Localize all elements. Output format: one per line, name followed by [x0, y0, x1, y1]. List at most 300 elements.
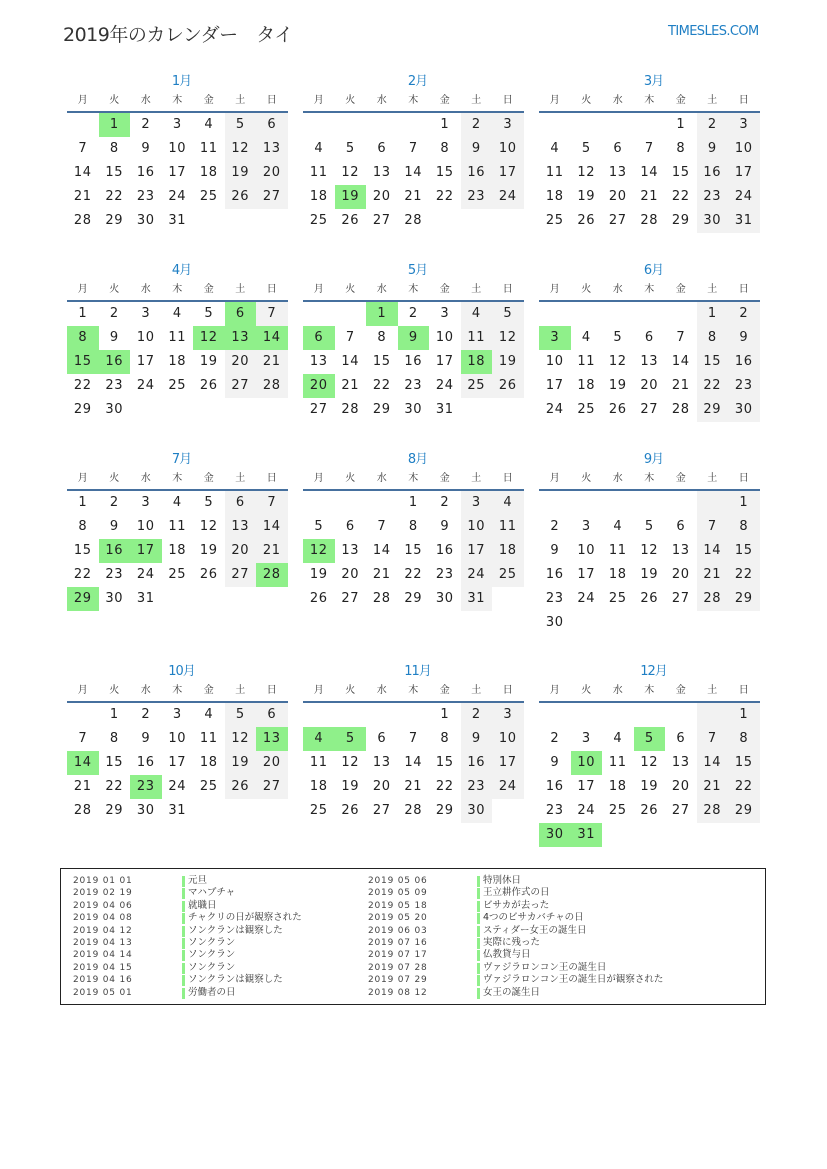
holiday-marker [477, 950, 480, 961]
holiday-date: 2019 05 09 [368, 888, 428, 899]
day-cell: 16 [545, 779, 564, 794]
weekday-header: 日 [492, 681, 524, 703]
day-cell: 6 [676, 519, 686, 534]
day-cell: 7 [408, 141, 418, 156]
day-cell: 22 [404, 567, 423, 582]
day-cell: 25 [577, 402, 596, 417]
day-cell: 4 [204, 707, 214, 722]
day-cell: 8 [377, 330, 387, 345]
weekday-header: 月 [303, 280, 335, 302]
empty-cell [539, 703, 571, 727]
holiday-day-cell: 5 [634, 727, 666, 751]
holiday-day-cell: 9 [398, 326, 430, 350]
weekday-header: 土 [697, 280, 729, 302]
day-cell: 20 [640, 378, 659, 393]
day-cell: 9 [141, 141, 151, 156]
day-cell: 14 [671, 354, 690, 369]
day-cell: 6 [345, 519, 355, 534]
month-title: 3月 [643, 74, 664, 89]
day-cell: 2 [408, 306, 418, 321]
day-cell: 9 [728, 326, 760, 350]
day-cell: 19 [640, 567, 659, 582]
day-cell: 24 [492, 185, 524, 209]
day-cell: 6 [644, 330, 654, 345]
weekday-header: 月 [67, 469, 99, 491]
day-cell: 19 [577, 189, 596, 204]
holiday-name: マハブチャ [188, 887, 236, 899]
holiday-marker [477, 963, 480, 974]
day-cell: 7 [676, 330, 686, 345]
weekday-header: 日 [492, 91, 524, 113]
day-cell: 24 [136, 567, 155, 582]
month-block [67, 73, 288, 233]
day-cell: 27 [372, 213, 391, 228]
day-cell: 14 [256, 515, 288, 539]
day-cell: 5 [492, 302, 524, 326]
day-cell: 27 [309, 402, 328, 417]
empty-cell [303, 703, 335, 727]
holiday-marker [477, 901, 480, 912]
day-cell: 6 [256, 113, 288, 137]
holiday-name: 女王の誕生日 [483, 986, 541, 998]
weekday-header: 木 [634, 280, 666, 302]
day-cell: 16 [461, 751, 493, 775]
day-cell: 22 [697, 374, 729, 398]
day-cell: 22 [372, 378, 391, 393]
day-cell: 18 [492, 539, 524, 563]
day-cell: 2 [550, 519, 560, 534]
holiday-date: 2019 01 01 [73, 876, 133, 886]
day-cell: 14 [640, 165, 659, 180]
day-cell: 1 [109, 707, 119, 722]
day-cell: 24 [577, 803, 596, 818]
holiday-day-cell: 13 [256, 727, 288, 751]
day-cell: 17 [168, 755, 187, 770]
day-cell: 25 [199, 779, 218, 794]
day-cell: 25 [492, 563, 524, 587]
weekday-header: 土 [461, 681, 493, 703]
holiday-name: ヴァジラロンコン王の誕生日が観察された [483, 974, 664, 986]
weekday-header: 金 [665, 469, 697, 491]
weekday-header: 日 [256, 681, 288, 703]
day-cell: 11 [168, 330, 187, 345]
day-cell: 4 [172, 306, 182, 321]
day-cell: 2 [141, 707, 151, 722]
day-cell: 9 [697, 137, 729, 161]
month-block [303, 663, 524, 823]
day-cell: 20 [372, 779, 391, 794]
day-cell: 22 [728, 563, 760, 587]
day-cell: 2 [109, 306, 119, 321]
holiday-day-cell: 15 [67, 350, 99, 374]
day-cell: 11 [199, 141, 218, 156]
month-days-grid [67, 681, 288, 823]
empty-cell [398, 113, 430, 137]
day-cell: 20 [608, 189, 627, 204]
holiday-date: 2019 05 20 [368, 913, 428, 924]
day-cell: 13 [671, 755, 690, 770]
day-cell: 15 [435, 755, 454, 770]
day-cell: 27 [640, 402, 659, 417]
weekday-header: 木 [634, 91, 666, 113]
holiday-marker [477, 913, 480, 924]
holiday-marker [182, 901, 185, 912]
day-cell: 4 [613, 519, 623, 534]
holiday-date: 2019 06 03 [368, 925, 428, 936]
holiday-date: 2019 05 01 [73, 987, 133, 998]
empty-cell [634, 703, 666, 727]
day-cell: 11 [199, 731, 218, 746]
day-cell: 31 [461, 587, 493, 611]
weekday-header: 火 [571, 91, 603, 113]
day-cell: 18 [545, 189, 564, 204]
day-cell: 23 [545, 803, 564, 818]
holiday-name: 就職日 [188, 899, 217, 911]
day-cell: 27 [341, 591, 360, 606]
holiday-marker [182, 876, 185, 887]
weekday-header: 火 [335, 681, 367, 703]
day-cell: 2 [697, 113, 729, 137]
empty-cell [634, 113, 666, 137]
day-cell: 10 [136, 519, 155, 534]
holiday-day-cell: 8 [67, 326, 99, 350]
holiday-day-cell: 31 [571, 823, 603, 847]
weekday-header: 土 [225, 681, 257, 703]
day-cell: 13 [256, 137, 288, 161]
day-cell: 7 [697, 727, 729, 751]
weekday-header: 火 [335, 280, 367, 302]
day-cell: 20 [225, 350, 257, 374]
day-cell: 30 [136, 213, 155, 228]
month-title: 6月 [643, 263, 664, 278]
holiday-marker [182, 988, 185, 999]
holiday-day-cell: 29 [67, 587, 99, 611]
day-cell: 21 [73, 189, 92, 204]
weekday-header: 水 [602, 280, 634, 302]
day-cell: 17 [728, 161, 760, 185]
day-cell: 28 [671, 402, 690, 417]
day-cell: 14 [372, 543, 391, 558]
weekday-header: 木 [398, 280, 430, 302]
empty-cell [303, 113, 335, 137]
day-cell: 23 [136, 189, 155, 204]
empty-cell [602, 302, 634, 326]
day-cell: 9 [109, 330, 119, 345]
day-cell: 12 [341, 755, 360, 770]
empty-cell [398, 703, 430, 727]
weekday-header: 水 [130, 91, 162, 113]
weekday-header: 金 [193, 280, 225, 302]
day-cell: 17 [492, 751, 524, 775]
day-cell: 11 [309, 755, 328, 770]
day-cell: 24 [168, 779, 187, 794]
day-cell: 13 [341, 543, 360, 558]
empty-cell [335, 302, 367, 326]
day-cell: 19 [640, 779, 659, 794]
day-cell: 21 [404, 779, 423, 794]
day-cell: 8 [109, 731, 119, 746]
day-cell: 8 [676, 141, 686, 156]
day-cell: 28 [73, 213, 92, 228]
day-cell: 31 [168, 803, 187, 818]
weekday-header: 木 [162, 91, 194, 113]
day-cell: 25 [168, 378, 187, 393]
weekday-header: 火 [99, 280, 131, 302]
day-cell: 19 [492, 350, 524, 374]
day-cell: 15 [671, 165, 690, 180]
day-cell: 27 [225, 563, 257, 587]
day-cell: 24 [728, 185, 760, 209]
day-cell: 19 [199, 354, 218, 369]
day-cell: 5 [225, 703, 257, 727]
brand-logo[interactable]: TIMESLES.COM [668, 24, 759, 39]
empty-cell [539, 491, 571, 515]
empty-cell [602, 113, 634, 137]
day-cell: 19 [341, 779, 360, 794]
month-title: 1月 [171, 74, 192, 89]
day-cell: 16 [461, 161, 493, 185]
day-cell: 4 [492, 491, 524, 515]
day-cell: 21 [256, 350, 288, 374]
day-cell: 27 [671, 803, 690, 818]
day-cell: 9 [461, 137, 493, 161]
day-cell: 15 [372, 354, 391, 369]
weekday-header: 水 [130, 681, 162, 703]
day-cell: 3 [492, 703, 524, 727]
day-cell: 19 [225, 751, 257, 775]
day-cell: 15 [697, 350, 729, 374]
weekday-header: 水 [130, 280, 162, 302]
weekday-header: 金 [429, 469, 461, 491]
weekday-header: 木 [398, 91, 430, 113]
day-cell: 3 [440, 306, 450, 321]
day-cell: 7 [345, 330, 355, 345]
day-cell: 15 [105, 755, 124, 770]
day-cell: 22 [435, 189, 454, 204]
day-cell: 1 [78, 495, 88, 510]
day-cell: 9 [109, 519, 119, 534]
day-cell: 12 [341, 165, 360, 180]
day-cell: 8 [728, 727, 760, 751]
day-cell: 14 [73, 165, 92, 180]
day-cell: 8 [728, 515, 760, 539]
weekday-header: 月 [67, 91, 99, 113]
day-cell: 31 [435, 402, 454, 417]
day-cell: 21 [341, 378, 360, 393]
day-cell: 5 [314, 519, 324, 534]
weekday-header: 日 [256, 469, 288, 491]
holiday-date: 2019 04 14 [73, 950, 133, 961]
day-cell: 10 [728, 137, 760, 161]
weekday-header: 土 [225, 469, 257, 491]
month-title: 5月 [407, 263, 428, 278]
weekday-header: 金 [193, 469, 225, 491]
day-cell: 23 [105, 567, 124, 582]
weekday-header: 土 [461, 91, 493, 113]
holiday-day-cell: 14 [67, 751, 99, 775]
month-block [67, 663, 288, 823]
weekday-header: 月 [303, 681, 335, 703]
holiday-date: 2019 04 13 [73, 937, 133, 948]
weekday-header: 日 [728, 469, 760, 491]
day-cell: 5 [225, 113, 257, 137]
day-cell: 22 [435, 779, 454, 794]
day-cell: 24 [545, 402, 564, 417]
day-cell: 2 [728, 302, 760, 326]
holiday-day-cell: 28 [256, 563, 288, 587]
day-cell: 17 [168, 165, 187, 180]
month-block [303, 262, 524, 422]
day-cell: 2 [440, 495, 450, 510]
day-cell: 20 [256, 751, 288, 775]
day-cell: 23 [435, 567, 454, 582]
day-cell: 17 [492, 161, 524, 185]
day-cell: 12 [492, 326, 524, 350]
day-cell: 18 [168, 354, 187, 369]
holiday-name: ビサカが去った [483, 899, 550, 911]
empty-cell [539, 113, 571, 137]
holiday-marker [477, 988, 480, 999]
month-title: 9月 [643, 452, 664, 467]
holiday-date: 2019 02 19 [73, 888, 133, 899]
holiday-day-cell: 30 [539, 823, 571, 847]
day-cell: 28 [697, 587, 729, 611]
empty-cell [665, 302, 697, 326]
weekday-header: 土 [697, 91, 729, 113]
empty-cell [571, 302, 603, 326]
day-cell: 26 [341, 803, 360, 818]
day-cell: 8 [440, 141, 450, 156]
day-cell: 22 [671, 189, 690, 204]
day-cell: 4 [204, 117, 214, 132]
day-cell: 19 [199, 543, 218, 558]
day-cell: 19 [608, 378, 627, 393]
empty-cell [366, 703, 398, 727]
weekday-header: 火 [335, 469, 367, 491]
holiday-marker [477, 926, 480, 937]
weekday-header: 月 [67, 681, 99, 703]
weekday-header: 水 [602, 91, 634, 113]
month-days-grid [539, 469, 760, 635]
day-cell: 8 [408, 519, 418, 534]
day-cell: 18 [608, 567, 627, 582]
day-cell: 28 [404, 213, 423, 228]
day-cell: 29 [728, 799, 760, 823]
day-cell: 13 [640, 354, 659, 369]
day-cell: 25 [199, 189, 218, 204]
empty-cell [665, 491, 697, 515]
empty-cell [634, 491, 666, 515]
day-cell: 18 [199, 165, 218, 180]
weekday-header: 土 [461, 280, 493, 302]
month-days-grid [539, 280, 760, 422]
holiday-date: 2019 05 06 [368, 876, 428, 886]
day-cell: 12 [640, 755, 659, 770]
day-cell: 3 [172, 117, 182, 132]
day-cell: 20 [372, 189, 391, 204]
holiday-date: 2019 04 16 [73, 975, 133, 986]
day-cell: 16 [545, 567, 564, 582]
day-cell: 2 [461, 703, 493, 727]
day-cell: 26 [225, 185, 257, 209]
day-cell: 13 [372, 755, 391, 770]
holiday-marker [182, 950, 185, 961]
day-cell: 8 [440, 731, 450, 746]
day-cell: 11 [608, 543, 627, 558]
day-cell: 30 [105, 591, 124, 606]
month-days-grid [303, 91, 524, 233]
day-cell: 7 [377, 519, 387, 534]
day-cell: 17 [435, 354, 454, 369]
weekday-header: 日 [728, 280, 760, 302]
holiday-day-cell: 6 [303, 326, 335, 350]
weekday-header: 月 [67, 280, 99, 302]
day-cell: 25 [608, 803, 627, 818]
day-cell: 13 [372, 165, 391, 180]
weekday-header: 月 [303, 91, 335, 113]
holiday-date: 2019 04 06 [73, 900, 133, 911]
holiday-marker [477, 876, 480, 887]
day-cell: 2 [141, 117, 151, 132]
day-cell: 10 [461, 515, 493, 539]
day-cell: 18 [199, 755, 218, 770]
weekday-header: 木 [162, 681, 194, 703]
day-cell: 16 [136, 755, 155, 770]
day-cell: 4 [613, 731, 623, 746]
holiday-name: ソンクラン [188, 936, 236, 948]
empty-cell [602, 703, 634, 727]
weekday-header: 水 [366, 681, 398, 703]
day-cell: 14 [404, 165, 423, 180]
weekday-header: 金 [429, 681, 461, 703]
day-cell: 22 [728, 775, 760, 799]
day-cell: 5 [644, 519, 654, 534]
month-block [539, 73, 760, 233]
day-cell: 26 [225, 775, 257, 799]
day-cell: 29 [73, 402, 92, 417]
day-cell: 21 [640, 189, 659, 204]
day-cell: 5 [613, 330, 623, 345]
holiday-name: 労働者の日 [188, 986, 236, 998]
day-cell: 13 [225, 515, 257, 539]
day-cell: 18 [309, 779, 328, 794]
day-cell: 27 [256, 185, 288, 209]
day-cell: 8 [697, 326, 729, 350]
weekday-header: 金 [665, 91, 697, 113]
empty-cell [335, 491, 367, 515]
day-cell: 1 [728, 491, 760, 515]
holiday-day-cell: 19 [335, 185, 367, 209]
day-cell: 18 [608, 779, 627, 794]
day-cell: 31 [168, 213, 187, 228]
month-block [539, 262, 760, 422]
weekday-header: 月 [539, 469, 571, 491]
empty-cell [303, 491, 335, 515]
day-cell: 3 [141, 495, 151, 510]
day-cell: 3 [141, 306, 151, 321]
day-cell: 10 [168, 141, 187, 156]
day-cell: 13 [309, 354, 328, 369]
weekday-header: 水 [366, 280, 398, 302]
holiday-marker [182, 888, 185, 899]
day-cell: 28 [404, 803, 423, 818]
holiday-marker [477, 975, 480, 986]
day-cell: 11 [492, 515, 524, 539]
month-title: 7月 [171, 452, 192, 467]
day-cell: 29 [105, 803, 124, 818]
day-cell: 6 [256, 703, 288, 727]
holiday-name: ソンクランは観察した [188, 974, 283, 986]
